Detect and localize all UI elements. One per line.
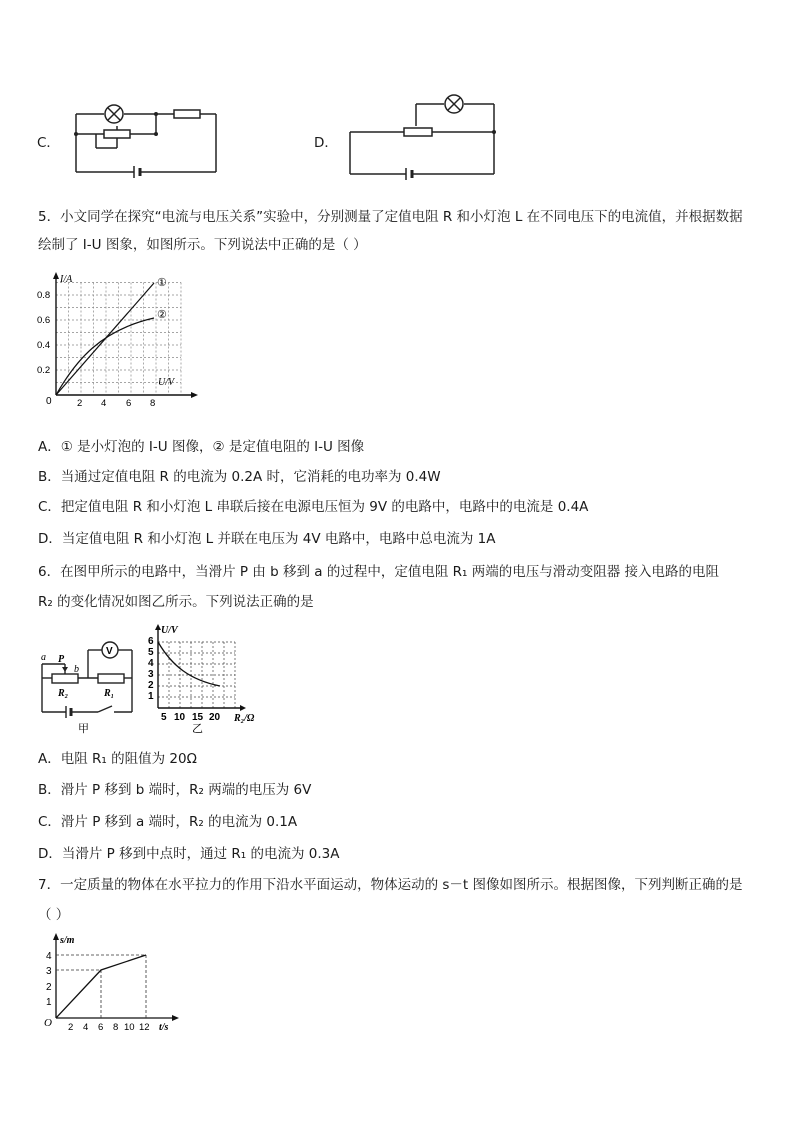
q7-x-axis-label: t/s: [159, 1022, 169, 1030]
q5-y-tick: 0.2: [37, 365, 51, 376]
q7-x-tick: 10: [124, 1022, 135, 1030]
q5-x-tick: 4: [101, 398, 107, 409]
q6-label-a: a: [41, 652, 46, 663]
q5-x-tick: 8: [150, 398, 156, 409]
circuit-diagram-d: [344, 92, 504, 182]
q5-option-d: D．当定值电阻 R 和小灯泡 L 并联在电压为 4V 电路中，电路中总电流为 1A: [38, 531, 496, 547]
q6-y-tick: 2: [148, 680, 154, 691]
q5-y-axis-label: I/A: [60, 274, 73, 285]
q7-y-tick: 3: [46, 966, 52, 977]
circuit-diagram-c: [66, 104, 226, 180]
q6-y-tick: 6: [148, 636, 154, 647]
q5-curve-1-label: ①: [157, 277, 167, 289]
q6-x-tick: 20: [209, 712, 221, 723]
q6-x-tick: 15: [192, 712, 204, 723]
q7-stem-line2: （ ）: [38, 907, 70, 923]
q7-x-tick: 4: [83, 1022, 89, 1030]
q6-caption-yi: 乙: [192, 723, 203, 734]
q6-label-r2: R₂: [58, 688, 69, 699]
q6-label-r1: R₁: [104, 688, 115, 699]
q7-y-tick: 4: [46, 951, 52, 962]
q5-x-axis-label: U/V: [158, 377, 175, 388]
q5-option-c: C．把定值电阻 R 和小灯泡 L 串联后接在电源电压恒为 9V 的电路中，电路中的电流是 0.4A: [38, 499, 589, 515]
q7-y-tick: 2: [46, 982, 52, 993]
q7-y-tick: 1: [46, 997, 52, 1008]
q5-iu-graph: [36, 270, 206, 410]
q5-stem-line1: 5．小文同学在探究“电流与电压关系”实验中，分别测量了定值电阻 R 和小灯泡 L 在不同电压下的电流值，并根据数据: [38, 209, 743, 225]
q5-y-tick: 0.4: [37, 340, 51, 351]
q6-option-d: D．当滑片 P 移到中点时，通过 R₁ 的电流为 0.3A: [38, 846, 340, 862]
q5-option-a: A．① 是小灯泡的 I-U 图像，② 是定值电阻的 I-U 图像: [38, 439, 365, 455]
option-c-label: C．: [37, 135, 60, 151]
q5-option-b: B．当通过定值电阻 R 的电流为 0.2A 时，它消耗的电功率为 0.4W: [38, 469, 441, 485]
q5-stem-line2: 绘制了 I-U 图象，如图所示。下列说法中正确的是（ ）: [38, 237, 367, 253]
option-d-label: D．: [314, 135, 338, 151]
q5-x-tick: 6: [126, 398, 132, 409]
q6-label-v: V: [106, 646, 113, 657]
q6-option-a: A．电阻 R₁ 的阻值为 20Ω: [38, 751, 197, 767]
q5-curve-2-label: ②: [157, 309, 167, 321]
q6-stem-line1: 6．在图甲所示的电路中，当滑片 P 由 b 移到 a 的过程中，定值电阻 R₁ 两端的电压与滑动变阻器 接入电路的电阻: [38, 564, 719, 580]
q6-x-axis-label: R₂/Ω: [234, 713, 255, 724]
q5-x-tick: 2: [77, 398, 83, 409]
q7-x-tick: 12: [139, 1022, 150, 1030]
q7-x-tick: 6: [98, 1022, 104, 1030]
q7-y-axis-label: s/m: [60, 935, 75, 946]
q7-x-tick: 8: [113, 1022, 119, 1030]
q6-caption-jia: 甲: [78, 723, 89, 734]
q7-stem-line1: 7．一定质量的物体在水平拉力的作用下沿水平面运动，物体运动的 s－t 图像如图所示。根据图像，下列判断正确的是: [38, 877, 743, 893]
q7-origin-label: O: [44, 1017, 52, 1029]
q6-y-tick: 5: [148, 647, 154, 658]
q6-y-tick: 3: [148, 669, 154, 680]
q6-label-p: P: [58, 654, 65, 665]
q6-stem-line2: R₂ 的变化情况如图乙所示。下列说法正确的是: [38, 594, 314, 610]
q5-y-tick: 0.8: [37, 290, 51, 301]
q6-x-tick: 5: [161, 712, 167, 723]
q7-x-tick: 2: [68, 1022, 74, 1030]
q6-y-axis-label: U/V: [161, 625, 178, 636]
q5-y-tick: 0.6: [37, 315, 51, 326]
q5-origin-label: 0: [46, 396, 52, 407]
q6-graph-yi: [142, 620, 266, 734]
q6-option-c: C．滑片 P 移到 a 端时，R₂ 的电流为 0.1A: [38, 814, 298, 830]
q6-option-b: B．滑片 P 移到 b 端时，R₂ 两端的电压为 6V: [38, 782, 312, 798]
q6-circuit-jia: [38, 636, 138, 734]
q6-y-tick: 4: [148, 658, 154, 669]
q5-curve-2: [56, 318, 154, 395]
q6-label-b: b: [74, 664, 79, 675]
q6-y-tick: 1: [148, 691, 154, 702]
q7-st-graph: [36, 930, 186, 1030]
q6-x-tick: 10: [174, 712, 186, 723]
